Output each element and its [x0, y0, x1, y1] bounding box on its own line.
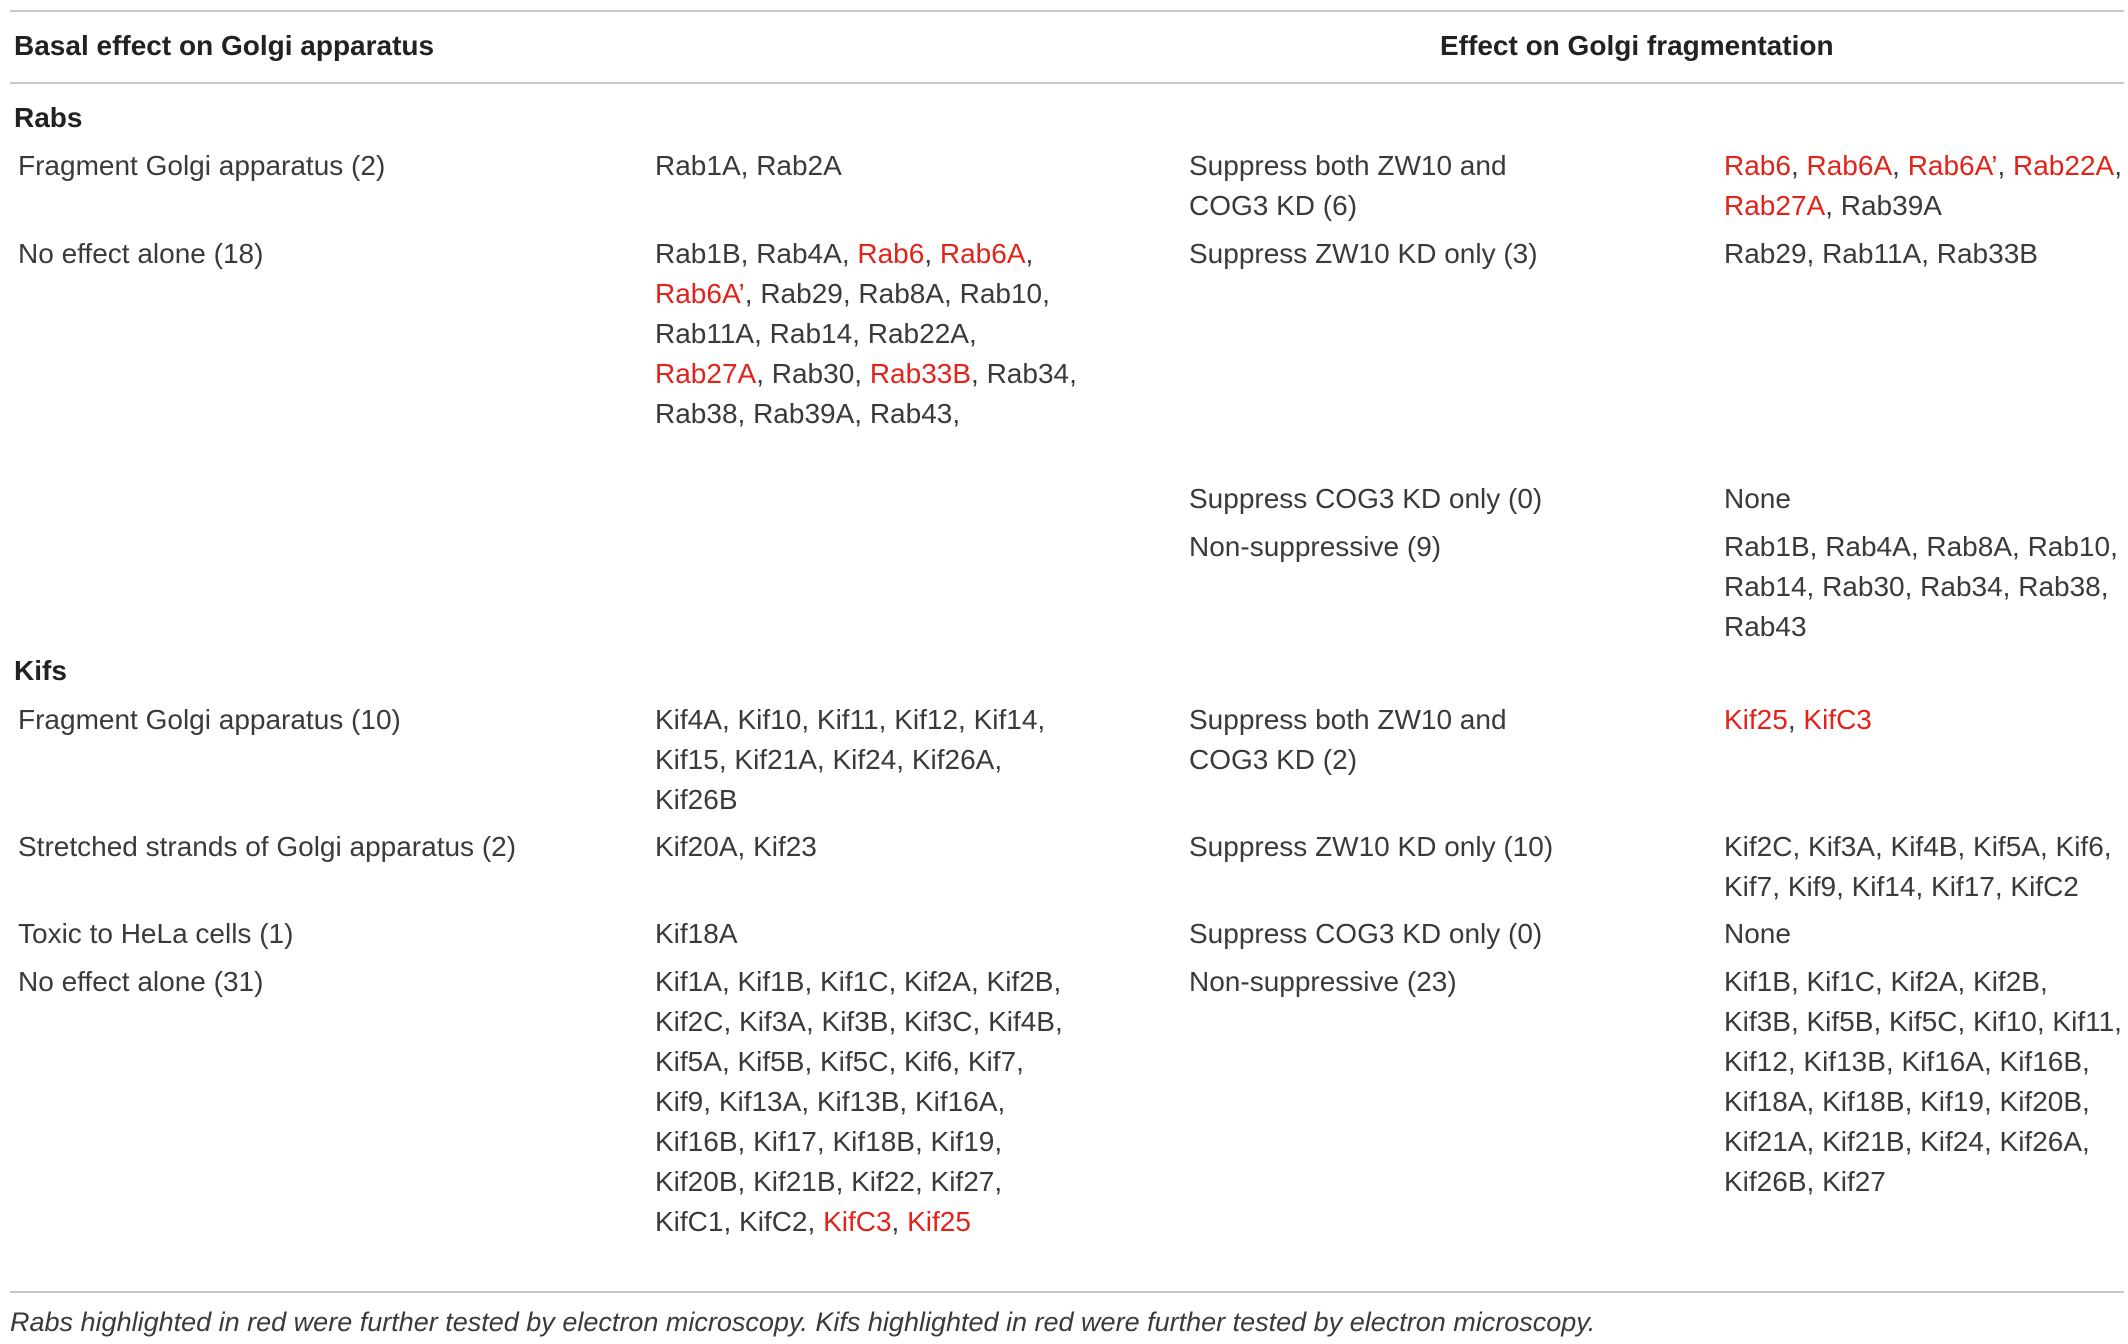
header-golgi-fragmentation: Effect on Golgi fragmentation: [1440, 30, 1834, 61]
gene-name: Kif13B: [816, 1086, 900, 1117]
kifs-basal-genes-toxic: [655, 914, 1085, 954]
gene-name: Rab14: [769, 318, 853, 349]
gene-name: Kif25: [907, 1206, 971, 1237]
gene-name: Kif27: [1822, 1166, 1886, 1197]
gene-name: Kif2C: [655, 1006, 724, 1037]
gene-name: Rab34: [986, 358, 1070, 389]
kifs-frag-label-zw10-only: Suppress ZW10 KD only (10): [1189, 831, 1554, 862]
gene-name: Kif6: [2055, 831, 2104, 862]
rabs-frag-label-suppress-both: Suppress both ZW10 and COG3 KD (6): [1189, 150, 1507, 221]
gene-name: Kif18A: [655, 918, 738, 949]
gene-name: Kif26A: [911, 744, 995, 775]
gene-name: Rab29: [760, 278, 843, 309]
gene-name: Rab1B: [1724, 531, 1810, 562]
gene-name: Rab6A: [939, 238, 1026, 269]
gene-name: Rab27A: [1724, 190, 1826, 221]
gene-name: Kif1B: [737, 966, 805, 997]
table-top-rule: [10, 10, 2124, 12]
kifs-frag-label-non-suppressive: Non-suppressive (23): [1189, 966, 1457, 997]
gene-name: Kif23: [753, 831, 817, 862]
rabs-frag-label-cog3-only: Suppress COG3 KD only (0): [1189, 483, 1543, 514]
gene-name: Kif13A: [718, 1086, 802, 1117]
gene-name: Rab14: [1724, 571, 1807, 602]
gene-name: Rab43: [869, 398, 953, 429]
rabs-basal-genes-no-effect: Rab1B, Rab4A, Rab6, Rab6A, Rab6A’, Rab29, Rab8A, Rab10, Rab11A, Rab14, Rab22A, Rab27A, Rab30, Rab33B, Rab34, Rab38, Rab39A, Rab43,: [655, 238, 1077, 429]
kifs-basal-label-fragment: Fragment Golgi apparatus (10): [18, 704, 401, 735]
gene-name: Kif6: [904, 1046, 953, 1077]
gene-name: Kif27: [930, 1166, 995, 1197]
gene-name: Kif9: [655, 1086, 704, 1117]
kifs-frag-genes-zw10-only: Kif2C, Kif3A, Kif4B, Kif5A, Kif6, Kif7, Kif9, Kif14, Kif17, KifC2: [1724, 831, 2112, 902]
gene-name: Kif1B: [1724, 966, 1791, 997]
kifs-frag-label-suppress-both: Suppress both ZW10 and COG3 KD (2): [1189, 704, 1507, 775]
gene-name: Kif14: [973, 704, 1038, 735]
gene-name: Rab4A: [756, 238, 842, 269]
gene-name: Rab11A: [655, 318, 755, 349]
rabs-frag-genes-non-suppressive: Rab1B, Rab4A, Rab8A, Rab10, Rab14, Rab30, Rab34, Rab38, Rab43: [1724, 531, 2118, 642]
rabs-basal-label-fragment: Fragment Golgi apparatus (2): [18, 150, 386, 181]
gene-name: Kif12: [894, 704, 959, 735]
gene-name: Kif1A: [655, 966, 722, 997]
gene-name: Rab33B: [1936, 238, 2038, 269]
gene-name: Kif4B: [1890, 831, 1958, 862]
gene-name: Kif21A: [1724, 1126, 1807, 1157]
gene-name: Rab6A: [1806, 150, 1893, 181]
gene-name: Kif1C: [1806, 966, 1875, 997]
table-footnote: Rabs highlighted in red were further tested by electron microscopy. Kifs highlighted in red were further tested by electron microscopy.: [10, 1307, 1596, 1337]
gene-name: Kif20B: [655, 1166, 738, 1197]
gene-name: Kif21B: [753, 1166, 836, 1197]
gene-name: Kif2A: [1890, 966, 1958, 997]
gene-name: Rab8A: [1926, 531, 2012, 562]
gene-name: KifC2: [739, 1206, 808, 1237]
gene-name: KifC2: [2010, 871, 2079, 902]
gene-name: Rab43: [1724, 611, 1807, 642]
gene-name: Rab11A: [1822, 238, 1922, 269]
gene-name: Kif22: [851, 1166, 915, 1197]
table-header-rule: [10, 82, 2124, 84]
kifs-frag-genes-cog3-only: [1724, 914, 2124, 954]
gene-name: Kif3B: [1724, 1006, 1791, 1037]
gene-name: Kif21B: [1822, 1126, 1905, 1157]
gene-name: Kif16B: [655, 1126, 738, 1157]
kifs-basal-genes-fragment: Kif4A, Kif10, Kif11, Kif12, Kif14, Kif15, Kif21A, Kif24, Kif26A, Kif26B: [655, 704, 1046, 815]
gene-name: Kif21A: [734, 744, 817, 775]
gene-name: Rab1A: [655, 150, 741, 181]
gene-name: Kif15: [655, 744, 719, 775]
gene-name: Kif2B: [1973, 966, 2040, 997]
gene-name: Rab30: [1822, 571, 1905, 602]
header-basal-effect: Basal effect on Golgi apparatus: [14, 30, 435, 61]
gene-name: Kif16A: [1901, 1046, 1984, 1077]
gene-name: Rab1B: [655, 238, 741, 269]
gene-name: Kif2C: [1724, 831, 1793, 862]
kifs-basal-genes-no-effect: Kif1A, Kif1B, Kif1C, Kif2A, Kif2B, Kif2C, Kif3A, Kif3B, Kif3C, Kif4B, Kif5A, Kif5B, Kif5C, Kif6, Kif7, Kif9, Kif13A, Kif13B, Kif16A, Kif16B, Kif17, Kif18B, Kif19, Kif20B, Kif21B, Kif22, Kif27, KifC1, KifC2, KifC3, Kif25: [655, 966, 1063, 1237]
gene-name: KifC3: [1803, 704, 1872, 735]
gene-name: Kif10: [737, 704, 802, 735]
gene-name: Kif26A: [1999, 1126, 2083, 1157]
gene-name: Kif5B: [1806, 1006, 1874, 1037]
section-title-kifs: Kifs: [14, 655, 67, 686]
kifs-basal-label-toxic: Toxic to HeLa cells (1): [18, 918, 294, 949]
kifs-basal-label-stretched: Stretched strands of Golgi apparatus (2): [18, 831, 517, 862]
gene-name: Kif11: [2052, 1006, 2115, 1037]
section-title-rabs: Rabs: [14, 102, 83, 133]
gene-name: Rab6: [857, 238, 925, 269]
gene-name: Kif12: [1724, 1046, 1788, 1077]
rabs-frag-genes-cog3-only: [1724, 479, 2124, 519]
gene-name: Kif3C: [904, 1006, 973, 1037]
gene-name: None: [1724, 918, 1791, 949]
gene-name: None: [1724, 483, 1791, 514]
kifs-frag-genes-suppress-both: Kif25, KifC3: [1724, 704, 1872, 735]
kifs-frag-label-cog3-only: Suppress COG3 KD only (0): [1189, 918, 1543, 949]
gene-name: Kif20B: [1999, 1086, 2083, 1117]
gene-name: Kif16B: [1999, 1046, 2083, 1077]
rabs-frag-genes-suppress-both: Rab6, Rab6A, Rab6A’, Rab22A, Rab27A, Rab39A: [1724, 150, 2122, 221]
gene-name: Kif16A: [914, 1086, 998, 1117]
rabs-basal-genes-fragment: Rab1A, Rab2A: [655, 150, 842, 181]
gene-name: Kif18B: [1822, 1086, 1905, 1117]
gene-name: Kif11: [816, 704, 879, 735]
rabs-basal-label-no-effect: No effect alone (18): [18, 238, 264, 269]
gene-name: Rab8A: [858, 278, 945, 309]
gene-name: Rab38: [655, 398, 738, 429]
gene-name: Kif3A: [739, 1006, 806, 1037]
gene-name: Rab39A: [753, 398, 855, 429]
gene-name: Rab6A’: [655, 278, 745, 309]
gene-name: Kif3B: [821, 1006, 889, 1037]
gene-name: Rab38: [2018, 571, 2101, 602]
gene-name: Kif19: [930, 1126, 995, 1157]
gene-name: Kif18A: [1724, 1086, 1807, 1117]
gene-name: Kif13B: [1803, 1046, 1886, 1077]
gene-name: Kif9: [1787, 871, 1837, 902]
gene-name: Rab29: [1724, 238, 1807, 269]
gene-name: Kif26B: [1724, 1166, 1807, 1197]
gene-name: Rab10: [959, 278, 1043, 309]
gene-name: Rab22A: [2013, 150, 2115, 181]
gene-name: Rab30: [771, 358, 855, 389]
gene-name: Kif17: [753, 1126, 817, 1157]
gene-name: Kif5C: [820, 1046, 889, 1077]
gene-name: Kif2A: [904, 966, 971, 997]
gene-name: Kif4B: [988, 1006, 1055, 1037]
kifs-basal-genes-stretched: Kif20A, Kif23: [655, 831, 817, 862]
gene-name: Kif25: [1724, 704, 1788, 735]
gene-name: Kif14: [1851, 871, 1916, 902]
gene-name: Kif18B: [832, 1126, 915, 1157]
gene-name: Rab6A’: [1907, 150, 1998, 181]
gene-name: KifC3: [823, 1206, 892, 1237]
gene-name: Rab39A: [1840, 190, 1942, 221]
gene-name: Kif5A: [1973, 831, 2040, 862]
gene-name: Kif5B: [737, 1046, 805, 1077]
gene-name: Rab27A: [655, 358, 757, 389]
gene-name: Kif1C: [820, 966, 889, 997]
gene-name: Rab34: [1920, 571, 2003, 602]
gene-name: Rab33B: [869, 358, 972, 389]
gene-name: Rab22A: [867, 318, 969, 349]
gene-name: Kif24: [1920, 1126, 1984, 1157]
rabs-frag-genes-zw10-only: Rab29, Rab11A, Rab33B: [1724, 238, 2038, 269]
gene-name: Kif10: [1973, 1006, 2037, 1037]
gene-name: Kif4A: [655, 704, 722, 735]
rabs-frag-label-zw10-only: Suppress ZW10 KD only (3): [1189, 238, 1538, 269]
gene-name: Kif2B: [986, 966, 1054, 997]
gene-name: Kif26B: [655, 784, 738, 815]
gene-name: Kif5A: [655, 1046, 722, 1077]
gene-name: Rab6: [1724, 150, 1791, 181]
gene-name: Kif20A: [655, 831, 738, 862]
gene-name: Kif7: [967, 1046, 1017, 1077]
kifs-basal-label-no-effect: No effect alone (31): [18, 966, 264, 997]
gene-name: Kif19: [1920, 1086, 1984, 1117]
gene-name: Rab2A: [756, 150, 842, 181]
gene-name: Rab10: [2027, 531, 2111, 562]
gene-name: Kif3A: [1808, 831, 1875, 862]
rabs-frag-label-non-suppressive: Non-suppressive (9): [1189, 531, 1442, 562]
gene-name: KifC1: [655, 1206, 724, 1237]
gene-name: Rab4A: [1825, 531, 1911, 562]
gene-name: Kif24: [832, 744, 897, 775]
table-bottom-rule: [10, 1291, 2124, 1293]
kifs-frag-genes-non-suppressive: Kif1B, Kif1C, Kif2A, Kif2B, Kif3B, Kif5B, Kif5C, Kif10, Kif11, Kif12, Kif13B, Kif16A, Kif16B, Kif18A, Kif18B, Kif19, Kif20B, Kif21A, Kif21B, Kif24, Kif26A, Kif26B, Kif27: [1724, 966, 2122, 1197]
gene-name: Kif5C: [1889, 1006, 1958, 1037]
gene-name: Kif17: [1931, 871, 1995, 902]
gene-name: Kif7: [1724, 871, 1773, 902]
